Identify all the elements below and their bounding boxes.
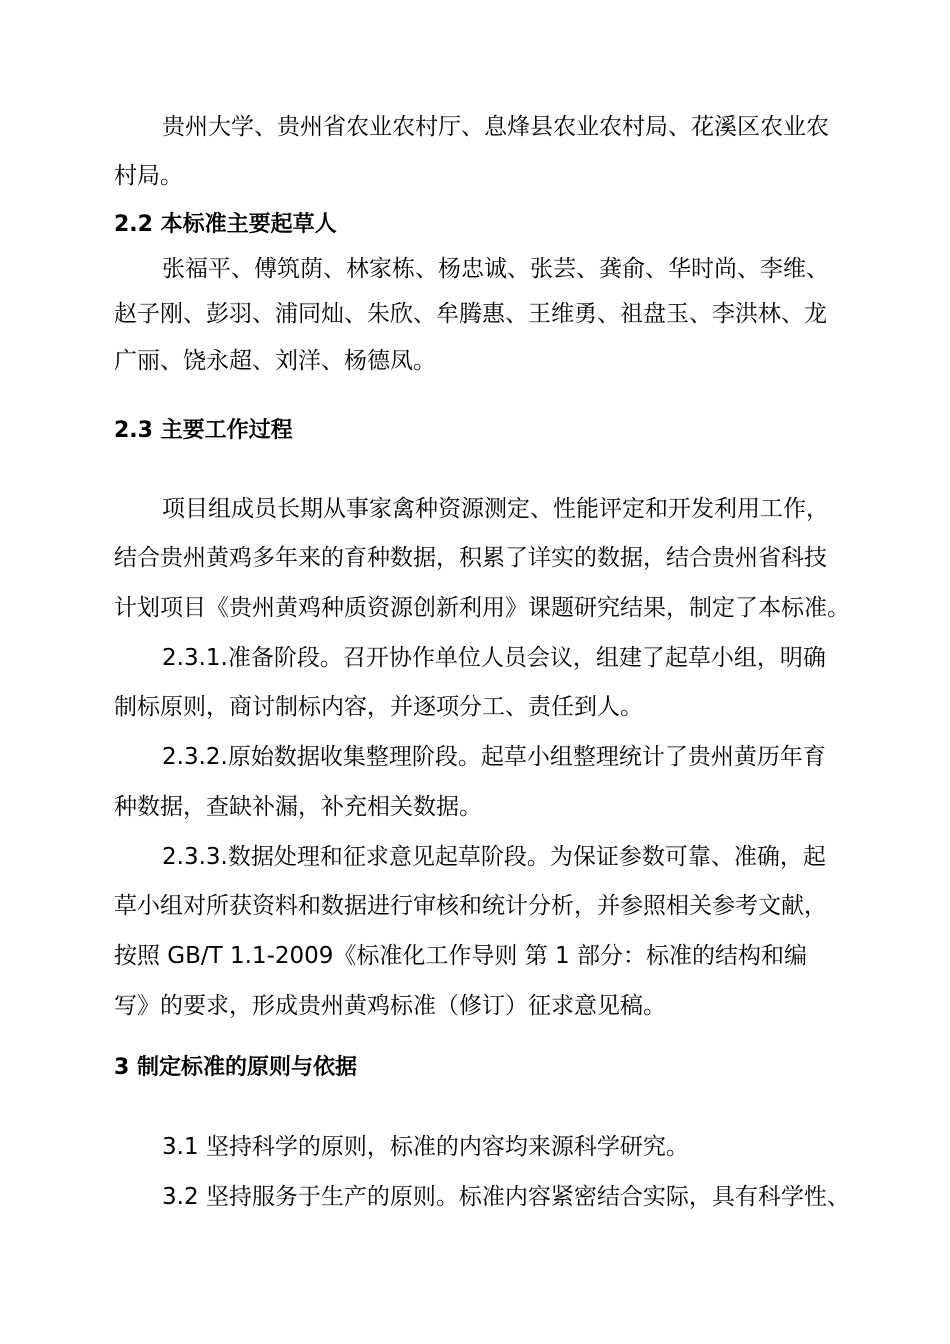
paragraph-line: 制标原则，商讨制标内容，并逐项分工、责任到人。 — [114, 694, 643, 720]
paragraph-line: 村局。 — [114, 163, 183, 189]
paragraph-line: 3.2 坚持服务于生产的原则。标准内容紧密结合实际，具有科学性、 — [162, 1184, 850, 1210]
section-heading-2-3: 2.3 主要工作过程 — [114, 418, 293, 443]
paragraph-line: 广丽、饶永超、刘洋、杨德凤。 — [114, 348, 436, 374]
paragraph-line: 计划项目《贵州黄鸡种质资源创新利用》课题研究结果，制定了本标准。 — [114, 595, 850, 621]
paragraph-line: 2.3.1.准备阶段。召开协作单位人员会议，组建了起草小组，明确 — [162, 645, 826, 671]
section-heading-2-2: 2.2 本标准主要起草人 — [114, 212, 337, 237]
paragraph-line: 按照 GB/T 1.1-2009《标准化工作导则 第 1 部分：标准的结构和编 — [114, 943, 807, 969]
paragraph-line: 贵州大学、贵州省农业农村厅、息烽县农业农村局、花溪区农业农 — [162, 114, 829, 140]
paragraph-line: 3.1 坚持科学的原则，标准的内容均来源科学研究。 — [162, 1134, 689, 1160]
paragraph-line: 结合贵州黄鸡多年来的育种数据，积累了详实的数据，结合贵州省科技 — [114, 545, 827, 571]
paragraph-line: 种数据，查缺补漏，补充相关数据。 — [114, 794, 482, 820]
paragraph-line: 赵子刚、彭羽、浦同灿、朱欣、牟腾惠、王维勇、祖盘玉、李洪林、龙 — [114, 301, 827, 327]
paragraph-line: 草小组对所获资料和数据进行审核和统计分析，并参照相关参考文献， — [114, 893, 827, 919]
paragraph-line: 写》的要求，形成贵州黄鸡标准（修订）征求意见稿。 — [114, 993, 666, 1019]
paragraph-line: 张福平、傅筑荫、林家栋、杨忠诚、张芸、龚俞、华时尚、李维、 — [162, 256, 829, 282]
paragraph-line: 项目组成员长期从事家禽种资源测定、性能评定和开发利用工作， — [162, 496, 829, 522]
paragraph-line: 2.3.2.原始数据收集整理阶段。起草小组整理统计了贵州黄历年育 — [162, 744, 826, 770]
paragraph-line: 2.3.3.数据处理和征求意见起草阶段。为保证参数可靠、准确，起 — [162, 844, 826, 870]
section-heading-3: 3 制定标准的原则与依据 — [114, 1055, 357, 1080]
